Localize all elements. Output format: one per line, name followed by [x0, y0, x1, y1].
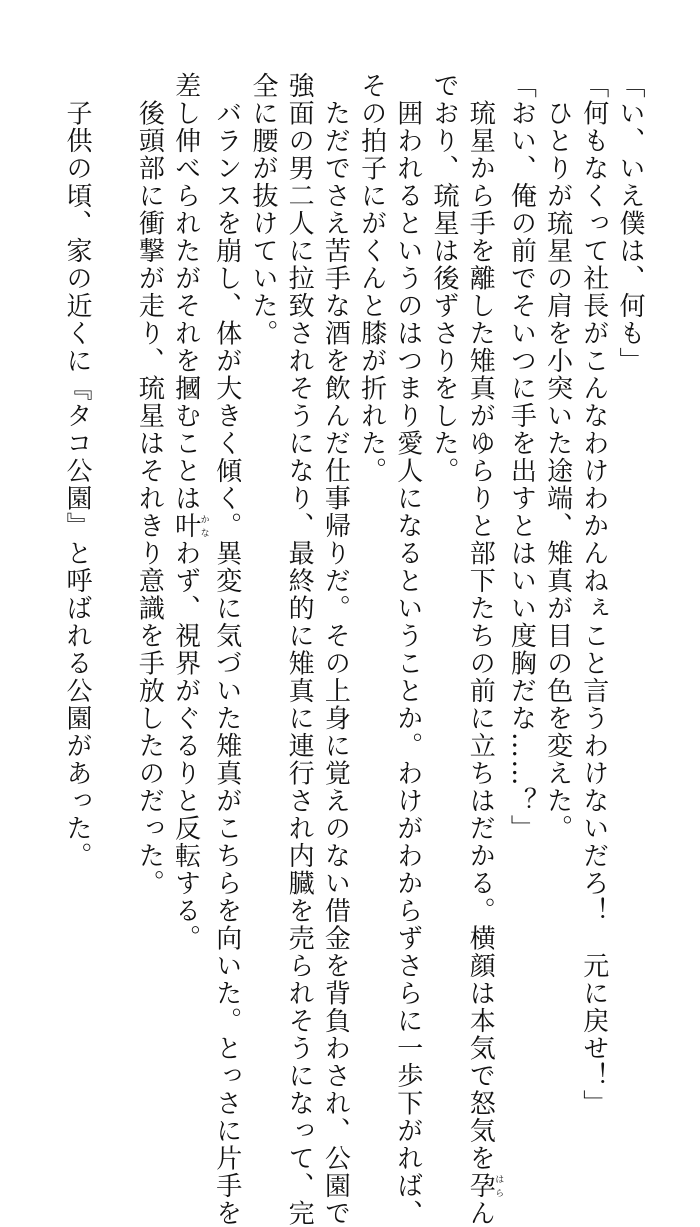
ruby-base: 孕: [465, 1172, 495, 1200]
text-line: [167, 72, 208, 972]
text-line: 「い、いえ僕は、何も」: [612, 72, 648, 972]
text-line: バランスを崩し、体が大きく傾く。異変に気づいた雉真がこちらを向いた。とっさに片手を: [209, 72, 245, 972]
blank-line: [95, 72, 131, 972]
text-segment: わず、視界がぐるりと反転する。: [171, 540, 201, 953]
text-line: でおり、琉星は後ずさりをした。: [426, 72, 462, 972]
text-line: 囲われるというのはつまり愛人になるということか。わけがわからずさらに一歩下がれば、: [390, 72, 426, 972]
text-line: 「おい、俺の前でそいつに手を出すとはいい度胸だな……？」: [503, 72, 539, 972]
text-segment: 差し伸べられたがそれを摑むことは: [171, 72, 201, 512]
text-line: [462, 72, 503, 972]
text-line: 「何もなくって社長がこんなわけわかんねぇこと言うわけないだろ！ 元に戻せ！」: [576, 72, 612, 972]
text-line: ただでさえ苦手な酒を飲んだ仕事帰りだ。その上身に覚えのない借金を背負わされ、公園で: [317, 72, 353, 972]
text-line: 子供の頃、家の近くに『タコ公園』と呼ばれる公園があった。: [59, 72, 95, 972]
ruby-kana: [171, 512, 201, 540]
vertical-text-block: [59, 72, 648, 972]
text-segment: ん: [465, 1200, 495, 1227]
text-segment: 琉星から手を離した雉真がゆらりと部下たちの前に立ちはだかる。横顔は本気で怒気を: [465, 72, 495, 1172]
ruby-reading: はら: [493, 1172, 503, 1200]
text-line: ひとりが琉星の肩を小突いた途端、雉真が目の色を変えた。: [539, 72, 575, 972]
text-line: その拍子にがくんと膝が折れた。: [353, 72, 389, 972]
text-line: 全に腰が抜けていた。: [245, 72, 281, 972]
ruby-reading: かな: [199, 512, 209, 540]
text-line: 強面の男二人に拉致されそうになり、最終的に雉真に連行され内臓を売られそうになって、完: [281, 72, 317, 972]
text-line: 後頭部に衝撃が走り、琉星はそれきり意識を手放したのだった。: [131, 72, 167, 972]
ruby-hara: [465, 1172, 495, 1200]
ruby-base: 叶: [171, 512, 201, 540]
